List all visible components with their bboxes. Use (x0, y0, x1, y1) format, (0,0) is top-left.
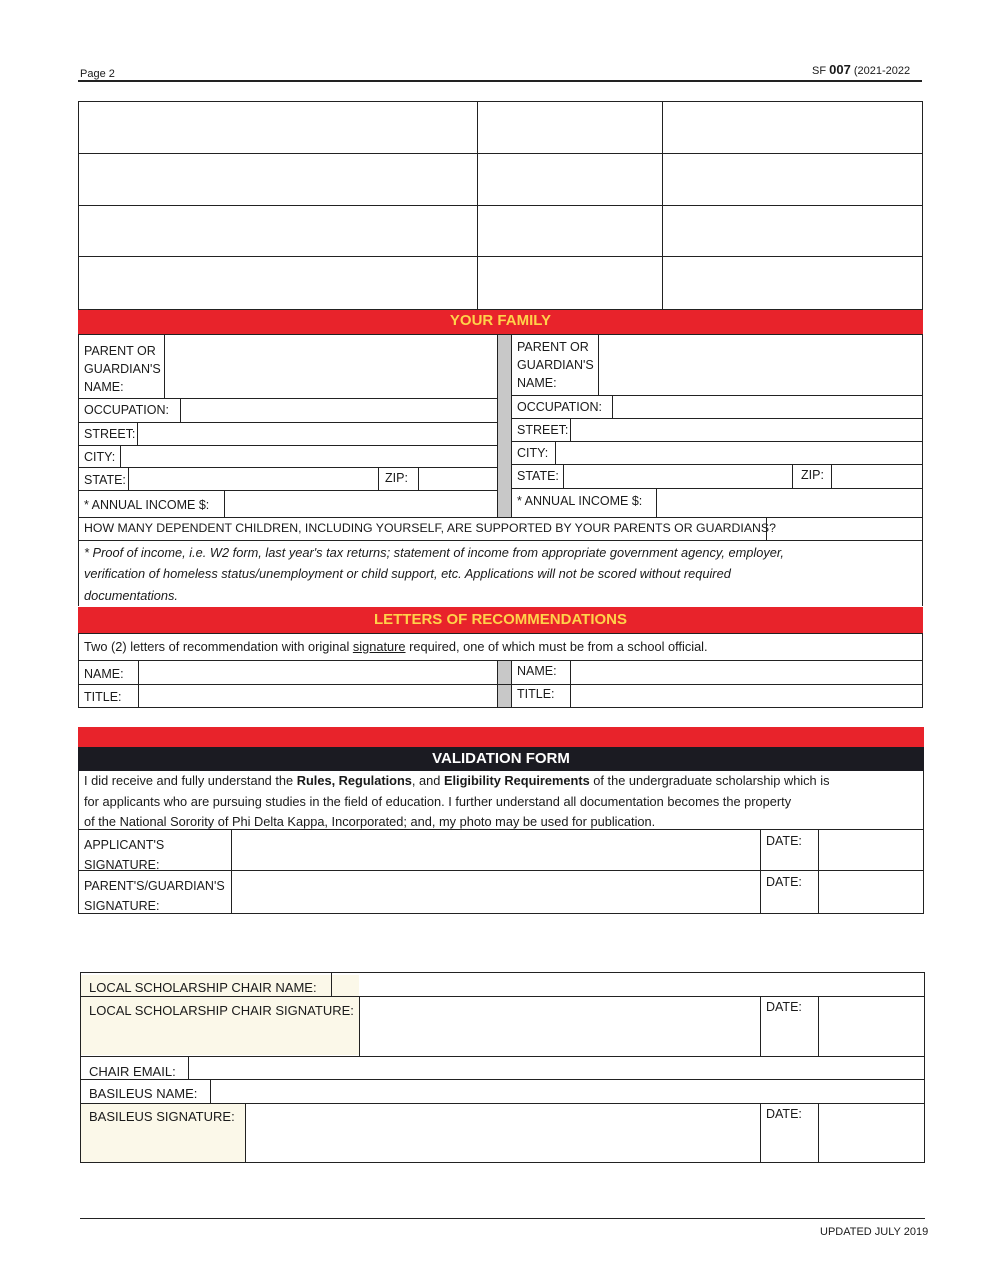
validation-red-stripe (78, 727, 924, 747)
state-label: STATE: (84, 473, 126, 487)
table-row-line (78, 153, 923, 154)
cell-line (760, 996, 761, 1056)
right-income-field[interactable] (657, 489, 922, 517)
basileus-signature-label: BASILEUS SIGNATURE: (89, 1109, 235, 1124)
basileus-name-field[interactable] (211, 1080, 924, 1102)
validation-header: VALIDATION FORM (78, 747, 924, 771)
cell-line (792, 464, 793, 488)
dependents-count-field[interactable] (767, 518, 922, 540)
income-label: * ANNUAL INCOME $: (84, 498, 210, 512)
parent-signature-label: PARENT'S/GUARDIAN'S (84, 879, 225, 893)
income-label: * ANNUAL INCOME $: (517, 494, 643, 508)
applicant-signature-label: APPLICANT'S (84, 838, 165, 852)
form-code (812, 62, 910, 79)
applicant-signature-field[interactable] (232, 830, 759, 869)
proof-note-line: verification of homeless status/unemployment or child support, etc. Applications will not be scored without required (84, 566, 731, 581)
form-code-number: 007 (829, 62, 851, 77)
form-code-year: (2021-2022 (850, 65, 911, 77)
validation-statement-line: of the National Sorority of Phi Delta Kappa, Incorporated; and, my photo may be used for publication. (84, 814, 656, 829)
parent-signature-label: SIGNATURE: (84, 899, 160, 913)
left-income-field[interactable] (225, 491, 496, 517)
letter-name-label: NAME: (517, 664, 557, 678)
parent-date-field[interactable] (819, 871, 923, 913)
chair-name-label: LOCAL SCHOLARSHIP CHAIR NAME: (89, 980, 317, 995)
parent-label: NAME: (84, 380, 124, 394)
city-label: CITY: (84, 450, 116, 464)
chair-email-label: CHAIR EMAIL: (89, 1064, 176, 1079)
chair-signature-label: LOCAL SCHOLARSHIP CHAIR SIGNATURE: (89, 1003, 354, 1018)
zip-label: ZIP: (801, 468, 824, 482)
your-family-header: YOUR FAMILY (78, 310, 923, 334)
occupation-label: OCCUPATION: (517, 400, 602, 414)
chair-date-field[interactable] (819, 997, 924, 1055)
right-parent-name-field[interactable] (599, 335, 922, 394)
left-state-field[interactable] (129, 468, 378, 489)
date-label: DATE: (766, 834, 802, 848)
family-divider (511, 334, 512, 518)
table-row-line (78, 256, 923, 257)
left-street-field[interactable] (138, 423, 496, 444)
right-occupation-field[interactable] (613, 396, 922, 417)
validation-text: of the undergraduate scholarship which is (589, 773, 830, 788)
validation-statement-line: for applicants who are pursuing studies in the field of education. I further understand all documentation becomes the property (84, 794, 792, 809)
page-number: Page 2 (80, 68, 115, 80)
parent-label: GUARDIAN'S (84, 362, 161, 376)
letters-instr-signature: signature (352, 639, 406, 654)
letter-title-label: TITLE: (517, 687, 555, 701)
cell-line (760, 1103, 761, 1163)
letters-header: LETTERS OF RECOMMENDATIONS (78, 607, 923, 633)
occupation-label: OCCUPATION: (84, 403, 169, 417)
letter1-name-field[interactable] (139, 661, 496, 683)
letter-title-label: TITLE: (84, 690, 122, 704)
basileus-signature-field[interactable] (246, 1104, 760, 1162)
date-label: DATE: (766, 875, 802, 889)
dependents-question: HOW MANY DEPENDENT CHILDREN, INCLUDING YOURSELF, ARE SUPPORTED BY YOUR PARENTS OR GUARDIANS? (84, 521, 776, 535)
proof-note-line: documentations. (84, 588, 178, 603)
letters-instructions (84, 637, 708, 657)
right-street-field[interactable] (571, 419, 922, 440)
left-parent-name-field[interactable] (165, 335, 496, 397)
parent-label: NAME: (517, 376, 557, 390)
applicant-date-field[interactable] (819, 830, 923, 869)
form-code-prefix: SF (812, 65, 830, 77)
letter2-title-field[interactable] (571, 685, 922, 707)
table-row-line (78, 205, 923, 206)
footer-rule (80, 1218, 925, 1219)
state-label: STATE: (517, 469, 559, 483)
letters-instr-text: required, one of which must be from a school official. (405, 639, 708, 654)
letter-name-label: NAME: (84, 667, 124, 681)
validation-text: , and (411, 773, 444, 788)
applicant-signature-label: SIGNATURE: (84, 858, 160, 872)
left-city-field[interactable] (121, 446, 496, 466)
chair-name-field[interactable] (332, 973, 924, 995)
chair-signature-field[interactable] (360, 997, 760, 1055)
family-gap (497, 335, 511, 517)
basileus-name-label: BASILEUS NAME: (89, 1086, 198, 1101)
left-occupation-field[interactable] (181, 399, 496, 421)
validation-text: I did receive and fully understand the (84, 773, 297, 788)
zip-label: ZIP: (385, 471, 408, 485)
street-label: STREET: (517, 423, 569, 437)
city-label: CITY: (517, 446, 549, 460)
street-label: STREET: (84, 427, 136, 441)
letter2-name-field[interactable] (571, 661, 922, 683)
parent-label: GUARDIAN'S (517, 358, 594, 372)
parent-label: PARENT OR (517, 340, 589, 354)
letters-instr-text: Two (2) letters of recommendation with original (84, 639, 353, 654)
cell-line (378, 467, 379, 490)
header-rule (78, 80, 922, 82)
parent-label: PARENT OR (84, 344, 156, 358)
validation-statement-line (84, 770, 829, 791)
validation-eligibility: Eligibility Requirements (443, 773, 590, 788)
date-label: DATE: (766, 1107, 802, 1121)
chair-email-field[interactable] (189, 1057, 924, 1078)
parent-signature-field[interactable] (232, 871, 759, 913)
validation-rules: Rules, Regulations (296, 773, 412, 788)
right-zip-field[interactable] (832, 465, 922, 487)
letter1-title-field[interactable] (139, 685, 496, 707)
right-city-field[interactable] (556, 442, 922, 463)
date-label: DATE: (766, 1000, 802, 1014)
footer-updated: UPDATED JULY 2019 (820, 1226, 929, 1238)
left-zip-field[interactable] (419, 468, 496, 489)
family-divider (497, 334, 498, 518)
proof-note-line: * Proof of income, i.e. W2 form, last year's tax returns; statement of income from appropriate government agency, employer, (84, 545, 784, 560)
right-state-field[interactable] (564, 465, 792, 487)
cell-line (760, 829, 761, 914)
basileus-date-field[interactable] (819, 1104, 924, 1162)
